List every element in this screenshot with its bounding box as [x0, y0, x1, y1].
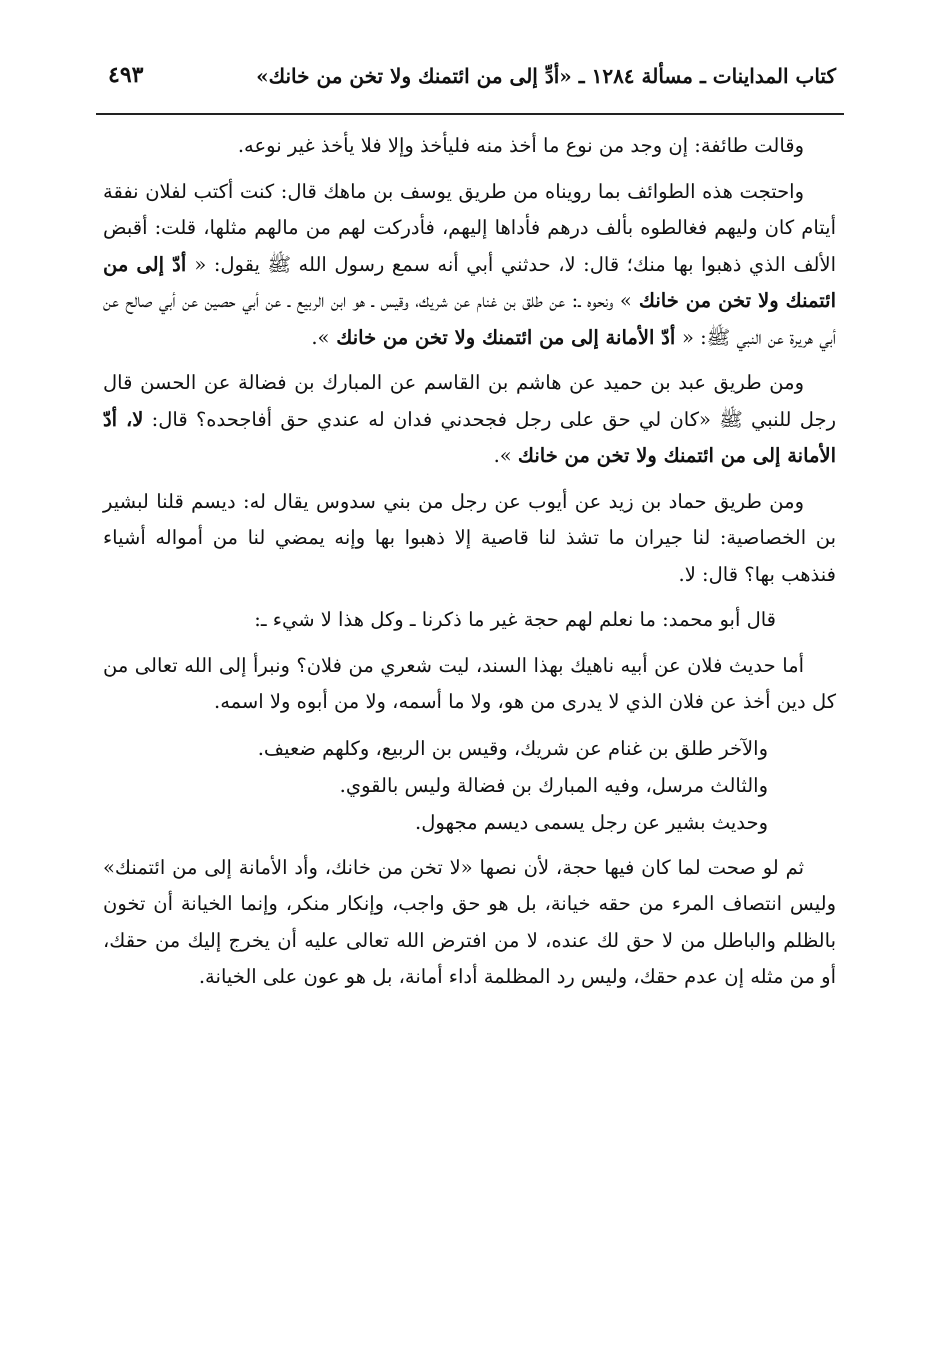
- page-content: [103, 128, 836, 1005]
- paragraph-6: [103, 648, 836, 721]
- list-item: وحديث بشير عن رجل يسمى ديسم مجهول.: [415, 810, 768, 834]
- text-segment: ثم لو صحت لما كان فيها حجة، لأن نصها «لا تخن من خانك، وأد الأمانة إلى من ائتمنك» وليس انتصاف المرء من حقه خيانة، بل هو حق واجب، وإنكار منكر، وإنما الخيانة أن تخون بالظلم والباطل من لا حق لك عنده، لا من افترض الله تعالى عليه أن يخرج إليك من حقك، أو من مثله إن عدم حقك، وليس رد المظلمة أداء أمانة، بل هو عون على الخيانة.: [103, 855, 836, 988]
- header-divider: [96, 113, 844, 115]
- paragraph-5: [103, 602, 836, 639]
- text-segment: أما حديث فلان عن أبيه ناهيك بهذا السند، ليت شعري من فلان؟ ونبرأ إلى الله تعالى من كل دين أخذ عن فلان الذي لا يدرى من هو، ولا ما أسمه، ولا من أبوه ولا اسمه.: [103, 653, 836, 713]
- paragraph-1: [103, 128, 836, 165]
- text-segment: وقالت طائفة: إن وجد من نوع ما أخذ منه فليأخذ وإلا فلا يأخذ غير نوعه.: [237, 134, 804, 157]
- text-segment: ».: [311, 325, 330, 349]
- paragraph-2: [103, 174, 836, 357]
- hadith-text: أدّ إلى من ائتمنك ولا تخن من خانك: [103, 252, 836, 312]
- list-item: والآخر طلق بن غنام عن شريك، وقيس بن الربيع، وكلهم ضعيف.: [257, 736, 768, 760]
- hadith-text: لا، أدّ الأمانة إلى من ائتمنك ولا تخن من خانك: [103, 407, 836, 467]
- narration-list: [103, 730, 836, 841]
- text-segment: واحتجت هذه الطوائف بما رويناه من طريق يوسف بن ماهك قال: كنت أكتب لفلان نفقة أيتام كان وليهم فغالطوه بألف درهم فأداها إليهم، فأدركت لهم من مالهم مثلها، قلت: أقبض الألف الذي ذهبوا بها منك؛ قال: لا، حدثني أبي أنه سمع رسول الله ﷺ يقول: «: [103, 179, 836, 276]
- text-segment: ».: [493, 444, 518, 467]
- running-header: [96, 60, 836, 100]
- header-title: كتاب المداينات ـ مسألة ١٢٨٤ ـ «أدِّ إلى من ائتمنك ولا تخن من خانك»: [256, 64, 836, 88]
- text-segment: قال أبو محمد: ما نعلم لهم حجة غير ما ذكرنا ـ وكل هذا لا شيء ـ:: [254, 608, 776, 631]
- paragraph-7: [103, 850, 836, 996]
- list-item: والثالث مرسل، وفيه المبارك بن فضالة وليس بالقوي.: [339, 773, 768, 797]
- text-segment: ومن طريق حماد بن زيد عن أيوب عن رجل من بني سدوس يقال له: ديسم قلنا لبشير بن الخصاصية: لنا جيران ما تشذ لنا قاصية إلا ذهبوا بها وإنه يمضي لنا من أمواله أشياء فنذهب بها؟ قال: لا.: [103, 489, 836, 586]
- paragraph-3: [103, 365, 836, 475]
- text-segment: ومن طريق عبد بن حميد عن هاشم بن القاسم عن المبارك بن فضالة عن الحسن قال رجل للنبي ﷺ «كان لي حق على رجل فجحدني فدان له عندي حق أفاجحده؟ قال:: [103, 371, 836, 431]
- paragraph-4: [103, 484, 836, 594]
- page-number: ٤٩٣: [108, 62, 144, 88]
- text-segment: » ونحوه ـ: عن طلق بن غنام عن شريك، وقيس ـ هو ابن الربيع ـ عن أبي حصين عن أبي صالح عن أبي هريرة عن النبي ﷺ: «: [103, 289, 836, 349]
- hadith-text: أدّ الأمانة إلى من ائتمنك ولا تخن من خانك: [329, 325, 683, 349]
